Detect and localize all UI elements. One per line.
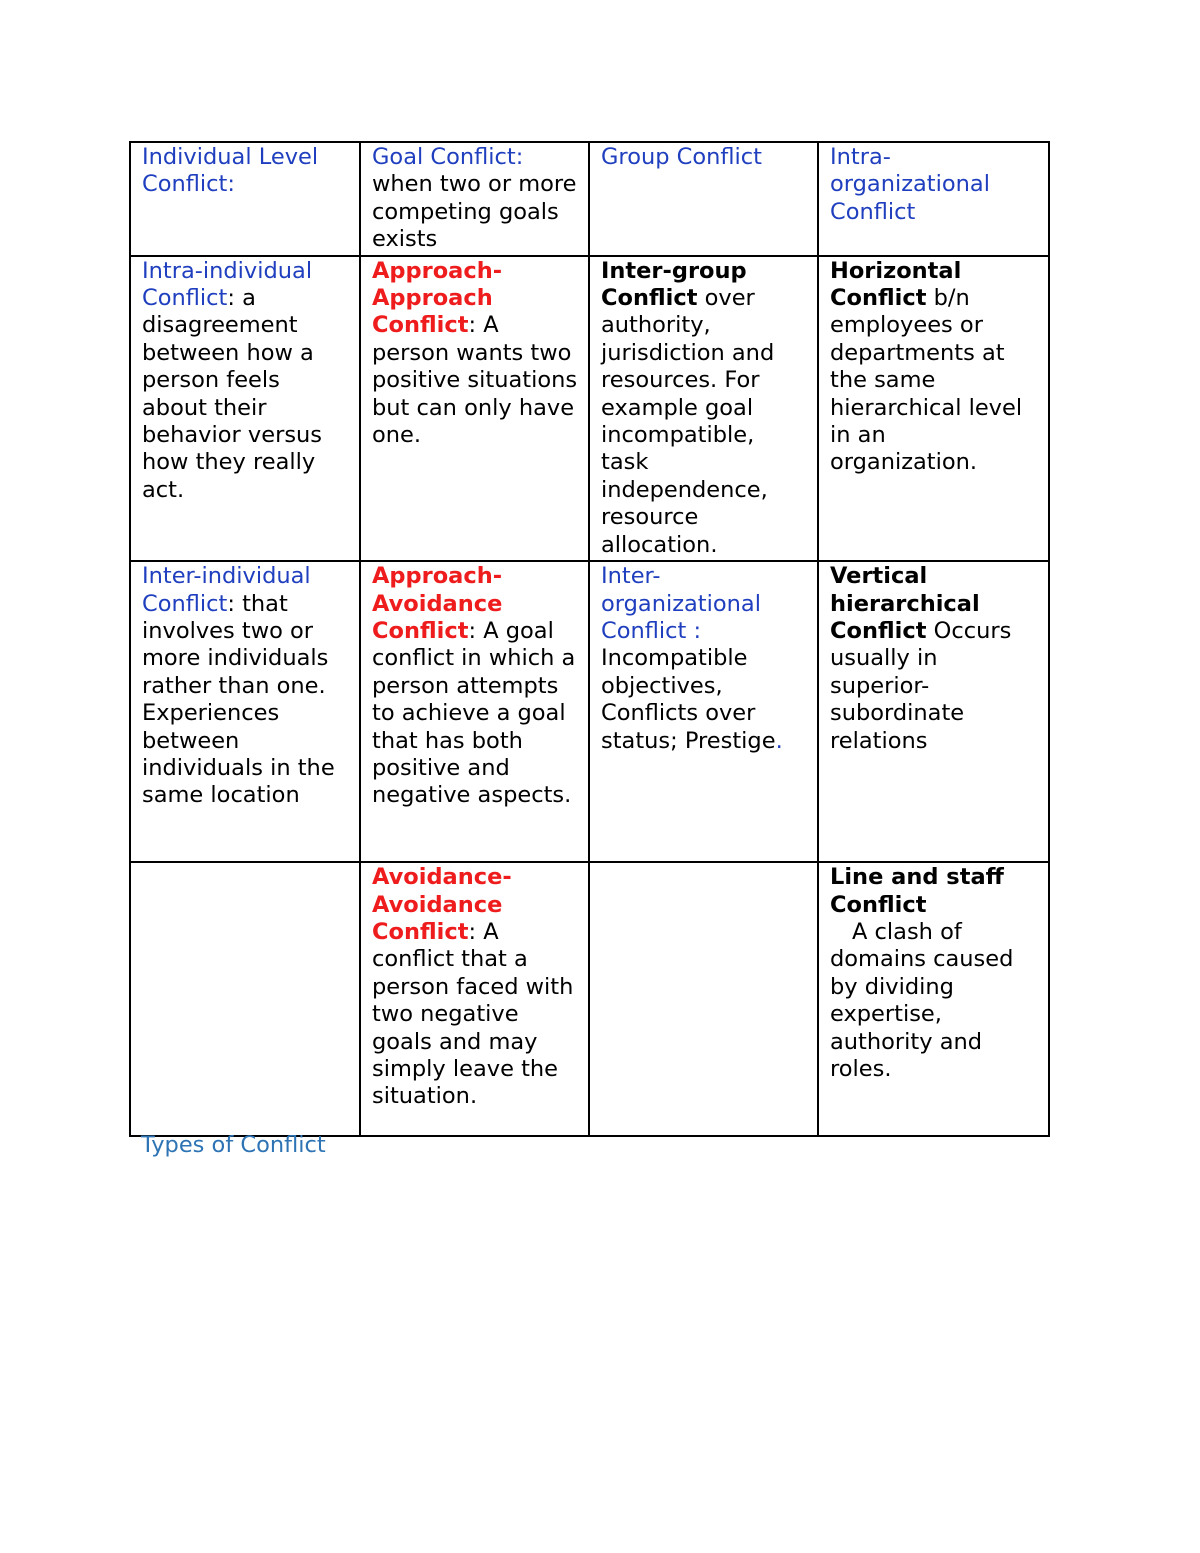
approach-avoidance-term: Approach-Avoidance Conflict (372, 563, 503, 644)
table-cell (360, 256, 589, 561)
vertical-hierarchical-description: Occurs usually in superior-subordinate relations (830, 617, 1012, 754)
inter-organizational-period: . (775, 727, 783, 754)
table-row (130, 561, 1049, 862)
table-cell (130, 561, 360, 862)
table-cell (589, 256, 818, 561)
vertical-hierarchical-term: Vertical hierarchical Conflict (830, 563, 980, 644)
approach-approach-term: Approach-Approach Conflict (372, 257, 503, 339)
line-and-staff-term: Line and staff Conflict (830, 864, 1004, 918)
inter-individual-term: Inter-individual Conflict (142, 563, 311, 617)
individual-level-heading: Individual Level Conflict: (142, 144, 319, 198)
table-cell (360, 862, 589, 1136)
table-cell (818, 862, 1049, 1136)
table-row (130, 256, 1049, 561)
intra-individual-term: Intra-individual Conflict (142, 257, 313, 312)
table-caption: Types of Conflict (141, 1132, 326, 1158)
table-header-row (130, 142, 1049, 256)
horizontal-conflict-term: Horizontal Conflict (830, 257, 962, 312)
table-cell (360, 561, 589, 862)
table-cell (818, 561, 1049, 862)
inter-individual-description: : that involves two or more individuals rather than one. Experiences between individuals in the same location (142, 590, 335, 809)
inter-group-description: over authority, jurisdiction and resources. For example goal incompatible, task independence, resource allocation. (601, 285, 775, 558)
table-cell-empty (589, 862, 818, 1136)
inter-organizational-description: Incompatible objectives, Conflicts over status; Prestige (601, 645, 776, 754)
avoidance-avoidance-term: Avoidance-Avoidance Conflict (372, 864, 512, 945)
approach-avoidance-description: : A goal conflict in which a person attempts to achieve a goal that has both positive and negative aspects. (372, 617, 576, 809)
table-cell (818, 256, 1049, 561)
goal-conflict-description: when two or more competing goals exists (372, 171, 577, 253)
header-cell-goal (360, 142, 589, 256)
line-and-staff-description: A clash of domains caused by dividing expertise, authority and roles. (830, 918, 1014, 1082)
table-cell (130, 256, 360, 561)
header-cell-intra-org (818, 142, 1049, 256)
group-conflict-heading: Group Conflict (601, 144, 763, 170)
inter-organizational-term: Inter-organizational Conflict : (601, 563, 761, 644)
approach-approach-description: : A person wants two positive situations but can only have one. (372, 312, 578, 449)
avoidance-avoidance-description: : A conflict that a person faced with two negative goals and may simply leave the situation. (372, 918, 574, 1110)
table-cell (589, 561, 818, 862)
intra-individual-description: : a disagreement between how a person feels about their behavior versus how they really act. (142, 285, 323, 503)
table-row (130, 862, 1049, 1136)
inter-group-term: Inter-group Conflict (601, 257, 747, 312)
intra-organizational-heading: Intra-organizational Conflict (830, 144, 990, 225)
goal-conflict-heading: Goal Conflict: (372, 144, 524, 170)
table-cell-empty (130, 862, 360, 1136)
conflict-types-table (129, 141, 1050, 1137)
header-cell-individual (130, 142, 360, 256)
header-cell-group (589, 142, 818, 256)
horizontal-conflict-description: b/n employees or departments at the same hierarchical level in an organization. (830, 285, 1023, 476)
